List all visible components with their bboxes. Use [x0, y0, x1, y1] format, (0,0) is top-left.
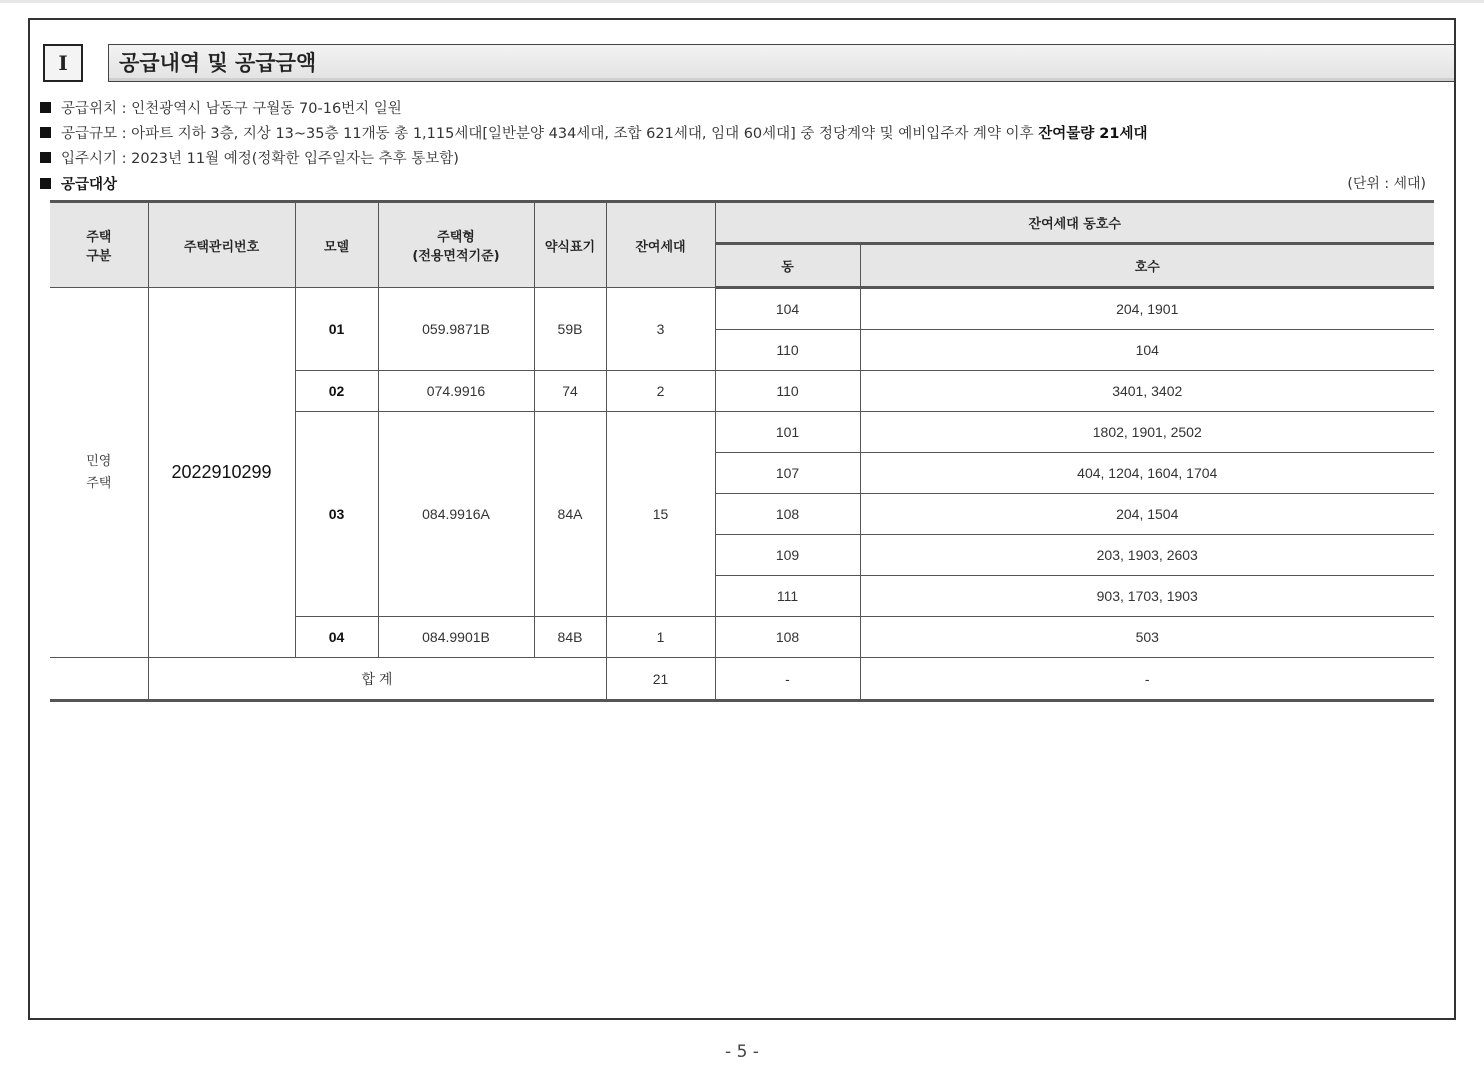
- total-blank-cell: [50, 658, 148, 701]
- units-cell: 204, 1901: [860, 288, 1434, 330]
- house-type-cell: 059.9871B: [378, 288, 534, 371]
- building-cell: 107: [715, 453, 860, 494]
- remaining-cell: 1: [606, 617, 715, 658]
- header-remaining: 잔여세대: [606, 202, 715, 288]
- house-type-cell: 084.9916A: [378, 412, 534, 617]
- units-cell: 503: [860, 617, 1434, 658]
- header-house-kind: [50, 202, 148, 288]
- info-scale: [40, 122, 1147, 143]
- location-text: 공급위치 : 인천광역시 남동구 구월동 70-16번지 일원: [61, 101, 402, 117]
- header-abbr: 약식표기: [534, 202, 606, 288]
- model-cell: 03: [295, 412, 378, 617]
- header-mgmt-no: 주택관리번호: [148, 202, 295, 288]
- abbr-cell: 59B: [534, 288, 606, 371]
- abbr-cell: 74: [534, 371, 606, 412]
- scale-text: 공급규모 : 아파트 지하 3층, 지상 13~35층 11개동 총 1,115세대[일반분양 434세대, 조합 621세대, 임대 60세대] 중 정당계약 및 예비입주자 계약 이후: [61, 126, 1034, 142]
- top-rule: [0, 0, 1484, 3]
- building-cell: 109: [715, 535, 860, 576]
- header-building: 동: [715, 244, 860, 288]
- units-cell: 203, 1903, 2603: [860, 535, 1434, 576]
- total-remaining-cell: 21: [606, 658, 715, 701]
- header-model: 모델: [295, 202, 378, 288]
- unit-note: (단위 : 세대): [1347, 176, 1426, 192]
- units-cell: 404, 1204, 1604, 1704: [860, 453, 1434, 494]
- mgmt-no-cell: 2022910299: [148, 288, 295, 658]
- bullet-square-icon: [40, 152, 51, 163]
- remaining-cell: 2: [606, 371, 715, 412]
- abbr-cell: 84A: [534, 412, 606, 617]
- total-label-cell: 합 계: [148, 658, 606, 701]
- header-house-type-line1: 주택형: [437, 230, 475, 245]
- target-heading: 공급대상: [61, 177, 118, 193]
- house-type-cell: 084.9901B: [378, 617, 534, 658]
- model-cell: 02: [295, 371, 378, 412]
- units-cell: 1802, 1901, 2502: [860, 412, 1434, 453]
- page-number: - 5 -: [725, 1042, 759, 1062]
- building-cell: 101: [715, 412, 860, 453]
- model-cell: 01: [295, 288, 378, 371]
- bullet-square-icon: [40, 102, 51, 113]
- table-row: [50, 288, 1434, 330]
- total-units-cell: -: [860, 658, 1434, 701]
- units-cell: 903, 1703, 1903: [860, 576, 1434, 617]
- move-in-text: 입주시기 : 2023년 11월 예정(정확한 입주일자는 추후 통보함): [61, 151, 459, 167]
- total-building-cell: -: [715, 658, 860, 701]
- house-type-cell: 074.9916: [378, 371, 534, 412]
- house-kind-line2: 주택: [86, 475, 112, 491]
- building-cell: 108: [715, 494, 860, 535]
- house-kind-cell: [50, 288, 148, 658]
- info-location: [40, 97, 402, 118]
- remaining-highlight: 잔여물량 21세대: [1038, 126, 1148, 142]
- building-cell: 108: [715, 617, 860, 658]
- header-house-kind-line1: 주택: [86, 230, 112, 245]
- building-cell: 111: [715, 576, 860, 617]
- bullet-square-icon: [40, 127, 51, 138]
- building-cell: 110: [715, 330, 860, 371]
- house-kind-line1: 민영: [86, 453, 112, 469]
- bullet-square-icon: [40, 178, 51, 189]
- header-house-type-line2: (전용면적기준): [412, 249, 500, 264]
- units-cell: 104: [860, 330, 1434, 371]
- building-cell: 104: [715, 288, 860, 330]
- header-house-kind-line2: 구분: [86, 249, 112, 264]
- section-number: I: [43, 44, 83, 82]
- building-cell: 110: [715, 371, 860, 412]
- total-row: [50, 658, 1434, 701]
- info-target: [40, 173, 117, 194]
- remaining-cell: 3: [606, 288, 715, 371]
- section-title: 공급내역 및 공급금액: [108, 44, 1454, 82]
- abbr-cell: 84B: [534, 617, 606, 658]
- header-units-group: 잔여세대 동호수: [715, 202, 1434, 244]
- header-unit-no: 호수: [860, 244, 1434, 288]
- units-cell: 3401, 3402: [860, 371, 1434, 412]
- model-cell: 04: [295, 617, 378, 658]
- info-move-in: [40, 147, 459, 168]
- remaining-cell: 15: [606, 412, 715, 617]
- units-cell: 204, 1504: [860, 494, 1434, 535]
- supply-table: [50, 200, 1434, 702]
- header-house-type: [378, 202, 534, 288]
